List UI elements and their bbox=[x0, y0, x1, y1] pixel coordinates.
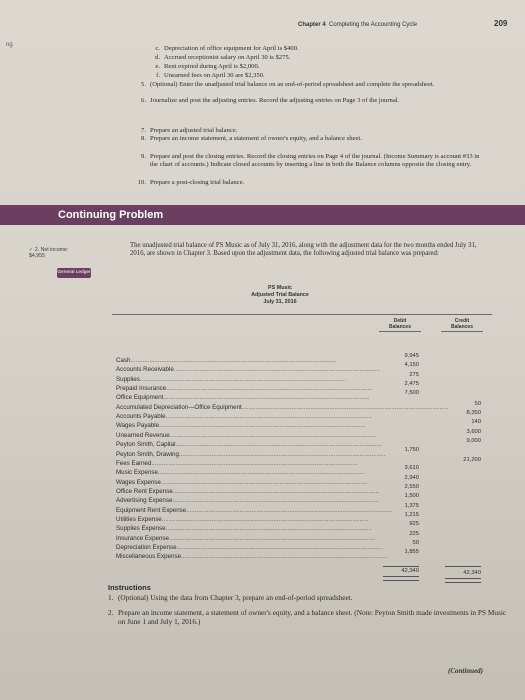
account-name bbox=[116, 365, 381, 374]
leader-dots: ........................................................................................................................ bbox=[159, 422, 366, 430]
leader-dots: ........................................................................................................................ bbox=[166, 385, 373, 393]
leader-dots: ........................................................................................................................ bbox=[165, 413, 372, 421]
company-name: PS Music bbox=[268, 285, 292, 291]
credit-double-rule bbox=[445, 578, 481, 583]
credit-amount: 140 bbox=[471, 419, 481, 426]
leader-dots: ........................................................................................................................ bbox=[181, 553, 388, 561]
account-label: Prepaid Insurance bbox=[116, 385, 167, 393]
debit-header-rule bbox=[379, 331, 421, 332]
margin-answer-note bbox=[29, 247, 84, 259]
leader-dots: ........................................................................................................................ bbox=[175, 441, 382, 449]
step-text: Unearned fees on April 30 are $2,350. bbox=[164, 72, 265, 79]
problem-step bbox=[136, 97, 482, 113]
step-number: e. bbox=[155, 63, 160, 70]
debit-column-header bbox=[377, 318, 423, 330]
credit-amount: 9,000 bbox=[466, 438, 481, 445]
account-label: Utilities Expense bbox=[116, 515, 162, 523]
instruction-item bbox=[108, 594, 508, 603]
margin-note-label: 2. Net income: bbox=[34, 247, 69, 253]
credit-total-rule bbox=[445, 566, 481, 567]
credit-column-header bbox=[439, 318, 485, 330]
leader-dots: ........................................................................................................................ bbox=[241, 403, 449, 411]
debit-amount: 2,475 bbox=[404, 381, 419, 388]
instructions-heading: Instructions bbox=[108, 583, 151, 592]
account-label: Cash bbox=[116, 357, 131, 364]
account-name bbox=[116, 412, 378, 421]
section-banner: Continuing Problem bbox=[0, 205, 525, 225]
debit-amount: 2,550 bbox=[404, 483, 419, 490]
leader-dots: ........................................................................................................................ bbox=[168, 534, 376, 542]
account-label: Equipment Rent Expense bbox=[116, 506, 187, 514]
step-number: 9. bbox=[141, 153, 146, 160]
leader-dots: ........................................................................................................................ bbox=[176, 544, 383, 551]
account-name bbox=[116, 496, 378, 505]
account-label: Accounts Receivable bbox=[116, 366, 174, 374]
statement-date: July 31, 2016 bbox=[263, 299, 297, 305]
credit-amount: 21,200 bbox=[463, 456, 481, 463]
account-label: Peyton Smith, Capital bbox=[116, 441, 176, 449]
credit-amount: 50 bbox=[474, 400, 481, 407]
account-label: Peyton Smith, Drawing bbox=[116, 450, 179, 458]
account-name bbox=[116, 543, 383, 552]
step-text: Depreciation of office equipment for April is $400. bbox=[164, 45, 299, 52]
step-number: f. bbox=[156, 72, 160, 79]
problem-step bbox=[150, 63, 480, 71]
leader-dots: ........................................................................................................................ bbox=[186, 506, 393, 514]
continued-note: (Continued) bbox=[448, 667, 484, 675]
credit-header-line1: Credit bbox=[454, 318, 470, 324]
step-text: (Optional) Enter the unadjusted trial balance on an end-of-period spreadsheet and complete the spreadsheet. bbox=[150, 81, 435, 88]
leader-dots: ........................................................................................................................ bbox=[165, 525, 372, 533]
chapter-label: Chapter 4 bbox=[298, 22, 326, 28]
step-number: 5. bbox=[141, 81, 146, 88]
step-number: 8. bbox=[141, 135, 146, 142]
step-text: Rent expired during April is $2,000. bbox=[164, 63, 260, 70]
general-ledger-badge: General Ledger bbox=[57, 268, 91, 278]
instruction-text: Prepare an income statement, a statement of owner's equity, and a balance sheet. (Note: Peyton Smith made investments in PS Music on June 1 and July 1, 2016.) bbox=[118, 608, 507, 626]
debit-amount: 9,945 bbox=[404, 353, 419, 359]
account-label: Advertising Expense bbox=[116, 497, 173, 505]
step-number: d. bbox=[155, 54, 160, 61]
instruction-number: 2. bbox=[108, 608, 114, 617]
problem-step bbox=[136, 127, 482, 135]
leader-dots: ........................................................................................................................ bbox=[160, 478, 368, 486]
problem-step bbox=[150, 45, 480, 53]
page-number: 209 bbox=[494, 19, 508, 28]
step-text: Accrued receptionist salary on April 30 is $275. bbox=[164, 54, 291, 61]
margin-mark: ng bbox=[6, 42, 13, 48]
account-name bbox=[116, 552, 388, 561]
leader-dots: ........................................................................................................................ bbox=[157, 469, 365, 477]
debit-amount: 1,750 bbox=[404, 446, 419, 453]
margin-note-value: $4,955 bbox=[29, 253, 45, 259]
account-name bbox=[116, 450, 386, 459]
credit-amount: 8,350 bbox=[466, 410, 481, 417]
account-name bbox=[116, 384, 378, 393]
account-label: Music Expense bbox=[116, 469, 158, 477]
step-number: 6. bbox=[141, 97, 146, 104]
step-number: 10. bbox=[137, 179, 146, 186]
debit-amount: 275 bbox=[409, 371, 419, 378]
account-name bbox=[116, 506, 393, 515]
instruction-number: 1. bbox=[108, 593, 114, 602]
debit-amount: 7,500 bbox=[404, 390, 419, 397]
leader-dots: ........................................................................................................................ bbox=[151, 459, 358, 467]
account-label: Depreciation Expense bbox=[116, 544, 177, 551]
step-number: c. bbox=[155, 45, 160, 52]
debit-amount: 2,940 bbox=[404, 474, 419, 481]
leader-dots: ........................................................................................................................ bbox=[161, 515, 369, 523]
problem-step bbox=[136, 135, 482, 143]
account-name bbox=[116, 478, 378, 487]
step-text: Journalize and post the adjusting entries. Record the adjusting entries on Page 3 of the journal. bbox=[150, 97, 400, 104]
leader-dots: ........................................................................................................................ bbox=[130, 357, 337, 364]
account-label: Wages Expense bbox=[116, 478, 161, 486]
account-name bbox=[116, 356, 378, 365]
leader-dots: ........................................................................................................................ bbox=[173, 366, 381, 374]
leader-dots: ........................................................................................................................ bbox=[178, 450, 386, 458]
account-name bbox=[116, 487, 378, 496]
debit-amount: 1,375 bbox=[404, 502, 419, 509]
chapter-title: Completing the Accounting Cycle bbox=[329, 22, 418, 28]
debit-amount: 4,150 bbox=[404, 362, 419, 369]
instruction-item bbox=[108, 609, 508, 637]
account-name bbox=[116, 393, 378, 402]
checkmark-icon: ✓ bbox=[29, 247, 34, 253]
account-label: Office Equipment bbox=[116, 394, 164, 402]
account-name bbox=[116, 515, 378, 524]
account-label: Insurance Expense bbox=[116, 534, 169, 542]
step-text: Prepare and post the closing entries. Record the closing entries on Page 4 of the journal. (Income Summary is account #33 in the chart of accounts.) Indicate closed accounts by inserting a line in both the Balance columns opposite the closing entry. bbox=[150, 153, 480, 168]
account-label: Unearned Revenue bbox=[116, 431, 170, 439]
account-name bbox=[116, 468, 378, 477]
account-name bbox=[116, 459, 378, 468]
debit-amount: 3,610 bbox=[404, 465, 419, 472]
leader-dots: ........................................................................................................................ bbox=[169, 431, 376, 439]
credit-amount: 3,600 bbox=[466, 428, 481, 435]
account-label: Wages Payable bbox=[116, 422, 160, 430]
account-name bbox=[116, 524, 378, 533]
debit-header-line2: Balances bbox=[389, 324, 411, 330]
debit-amount: 1,500 bbox=[404, 493, 419, 500]
account-label: Office Rent Expense bbox=[116, 487, 173, 495]
debit-amount: 1,215 bbox=[404, 511, 419, 518]
debit-amount: 1,855 bbox=[404, 549, 419, 556]
problem-step bbox=[136, 153, 482, 177]
account-label: Accounts Payable bbox=[116, 413, 166, 421]
step-text: Prepare a post-closing trial balance. bbox=[150, 179, 245, 186]
credit-header-rule bbox=[441, 331, 483, 332]
account-name bbox=[116, 403, 449, 412]
debit-amount: 225 bbox=[409, 530, 419, 537]
problem-step bbox=[150, 72, 480, 80]
statement-rule bbox=[112, 314, 492, 315]
problem-step bbox=[150, 54, 480, 62]
leader-dots: ........................................................................................................................ bbox=[139, 375, 347, 383]
debit-total: 42,340 bbox=[401, 568, 419, 574]
leader-dots: ........................................................................................................................ bbox=[172, 487, 379, 495]
account-label: Fees Earned bbox=[116, 459, 152, 467]
account-name bbox=[116, 534, 378, 543]
debit-amount: 925 bbox=[409, 521, 419, 528]
account-label: Accumulated Depreciation—Office Equipment bbox=[116, 403, 242, 411]
account-label: Supplies bbox=[116, 375, 140, 383]
debit-header-line1: Debit bbox=[393, 318, 407, 324]
credit-total: 42,340 bbox=[463, 570, 481, 576]
statement-title: Adjusted Trial Balance bbox=[251, 292, 309, 298]
account-name bbox=[116, 440, 382, 449]
problem-step bbox=[136, 81, 482, 97]
problem-step bbox=[136, 179, 482, 187]
leader-dots: ........................................................................................................................ bbox=[163, 394, 370, 402]
account-name bbox=[116, 431, 378, 440]
instruction-text: (Optional) Using the data from Chapter 3, prepare an end-of-period spreadsheet. bbox=[118, 593, 353, 602]
account-label: Supplies Expense bbox=[116, 525, 166, 533]
running-header bbox=[298, 22, 417, 28]
step-number: 7. bbox=[141, 127, 146, 134]
account-label: Miscellaneous Expense bbox=[116, 553, 182, 561]
account-name bbox=[116, 421, 378, 430]
step-text: Prepare an adjusted trial balance. bbox=[150, 127, 238, 134]
account-name bbox=[116, 375, 378, 384]
credit-header-line2: Balances bbox=[451, 324, 473, 330]
problem-intro: The unadjusted trial balance of PS Music as of July 31, 2016, along with the adjustment data for the two months ended July 31, 2016, are shown in Chapter 3. Based upon the adjustment data, the following adjusted trial balance was prepared: bbox=[130, 242, 477, 258]
debit-amount: 50 bbox=[412, 540, 419, 546]
debit-double-rule bbox=[383, 576, 419, 581]
step-text: Prepare an income statement, a statement of owner's equity, and a balance sheet. bbox=[150, 135, 362, 142]
leader-dots: ........................................................................................................................ bbox=[172, 497, 379, 505]
